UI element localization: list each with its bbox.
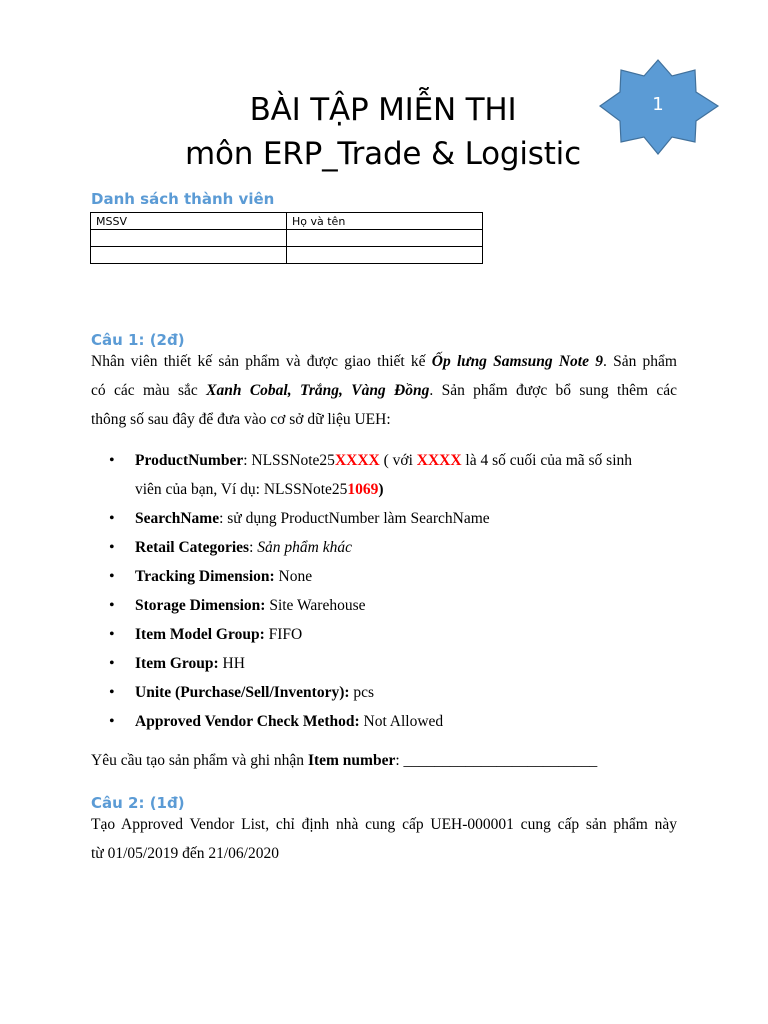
table-row	[91, 247, 483, 264]
list-item	[91, 649, 681, 678]
badge-number: 1	[652, 94, 664, 115]
table-cell[interactable]	[91, 247, 287, 264]
value: : sử dụng ProductNumber làm SearchName	[219, 510, 490, 527]
value: HH	[218, 655, 245, 672]
table-header-row	[91, 213, 483, 230]
members-table	[90, 212, 483, 264]
table-row	[91, 230, 483, 247]
list-item	[91, 562, 681, 591]
column-header-mssv: MSSV	[91, 213, 287, 230]
answer-blank: : _________________________	[395, 752, 598, 769]
question-2-body	[91, 810, 677, 868]
label: Tracking Dimension:	[135, 568, 275, 585]
label: SearchName	[135, 510, 220, 527]
table-cell[interactable]	[287, 247, 483, 264]
product-colors: Xanh Cobal, Trắng, Vàng Đồng	[206, 382, 430, 399]
question-1-intro	[91, 347, 677, 434]
question-1-heading: Câu 1: (2đ)	[91, 331, 185, 349]
text: )	[378, 481, 384, 498]
label: ProductNumber	[135, 452, 244, 469]
product-name: Ốp lưng Samsung Note 9	[431, 353, 603, 370]
label: Storage Dimension:	[135, 597, 266, 614]
list-item	[91, 678, 681, 707]
value: Not Allowed	[359, 713, 444, 730]
value: Site Warehouse	[265, 597, 366, 614]
requirement-line	[91, 746, 677, 775]
q2-line-1: Tạo Approved Vendor List, chỉ định nhà cung cấp UEH-000001 cung cấp sản phẩm này	[91, 816, 677, 833]
question-2-heading: Câu 2: (1đ)	[91, 794, 185, 812]
list-item	[91, 707, 681, 736]
title-line-2: môn ERP_Trade & Logistic	[185, 136, 581, 172]
intro-line-2	[91, 376, 677, 405]
value: Sản phẩm khác	[257, 539, 352, 556]
list-item	[91, 504, 681, 533]
document-title	[100, 88, 666, 176]
placeholder-digits: XXXX	[334, 452, 380, 469]
members-heading: Danh sách thành viên	[91, 190, 275, 208]
example-digits: 1069	[347, 481, 379, 498]
value: pcs	[349, 684, 375, 701]
intro-line-3: thông số sau đây để đưa vào cơ sở dữ liệu UEH:	[91, 411, 391, 428]
value: FIFO	[264, 626, 303, 643]
column-header-name: Họ và tên	[287, 213, 483, 230]
label: Approved Vendor Check Method:	[135, 713, 360, 730]
text: . Sản phẩm được bổ sung thêm các	[429, 382, 678, 399]
text: . Sản phẩm	[602, 353, 677, 370]
text: ( với	[379, 452, 417, 469]
product-attribute-list	[91, 446, 681, 736]
q2-line-2: từ 01/05/2019 đến 21/06/2020	[91, 845, 279, 862]
label: Item Group:	[135, 655, 219, 672]
label: Item number	[307, 752, 396, 769]
text: viên của bạn, Ví dụ: NLSSNote25	[135, 481, 348, 498]
table-cell[interactable]	[287, 230, 483, 247]
text: có các màu sắc	[91, 382, 207, 399]
text: Yêu cầu tạo sản phẩm và ghi nhận	[91, 752, 308, 769]
label: Retail Categories	[135, 539, 250, 556]
title-line-1: BÀI TẬP MIỄN THI	[249, 92, 517, 128]
label: Item Model Group:	[135, 626, 265, 643]
value: None	[274, 568, 313, 585]
label: Unite (Purchase/Sell/Inventory):	[135, 684, 350, 701]
list-item	[91, 591, 681, 620]
list-item	[91, 446, 681, 504]
list-item	[91, 620, 681, 649]
intro-line-1	[91, 347, 677, 376]
text: là 4 số cuối của mã số sinh	[461, 452, 633, 469]
text: : NLSSNote25	[243, 452, 335, 469]
text: :	[249, 539, 258, 556]
text: Nhân viên thiết kế sản phẩm và được giao thiết kế	[91, 353, 432, 370]
placeholder-digits: XXXX	[416, 452, 462, 469]
table-cell[interactable]	[91, 230, 287, 247]
list-item	[91, 533, 681, 562]
question-1-requirement	[91, 746, 677, 775]
